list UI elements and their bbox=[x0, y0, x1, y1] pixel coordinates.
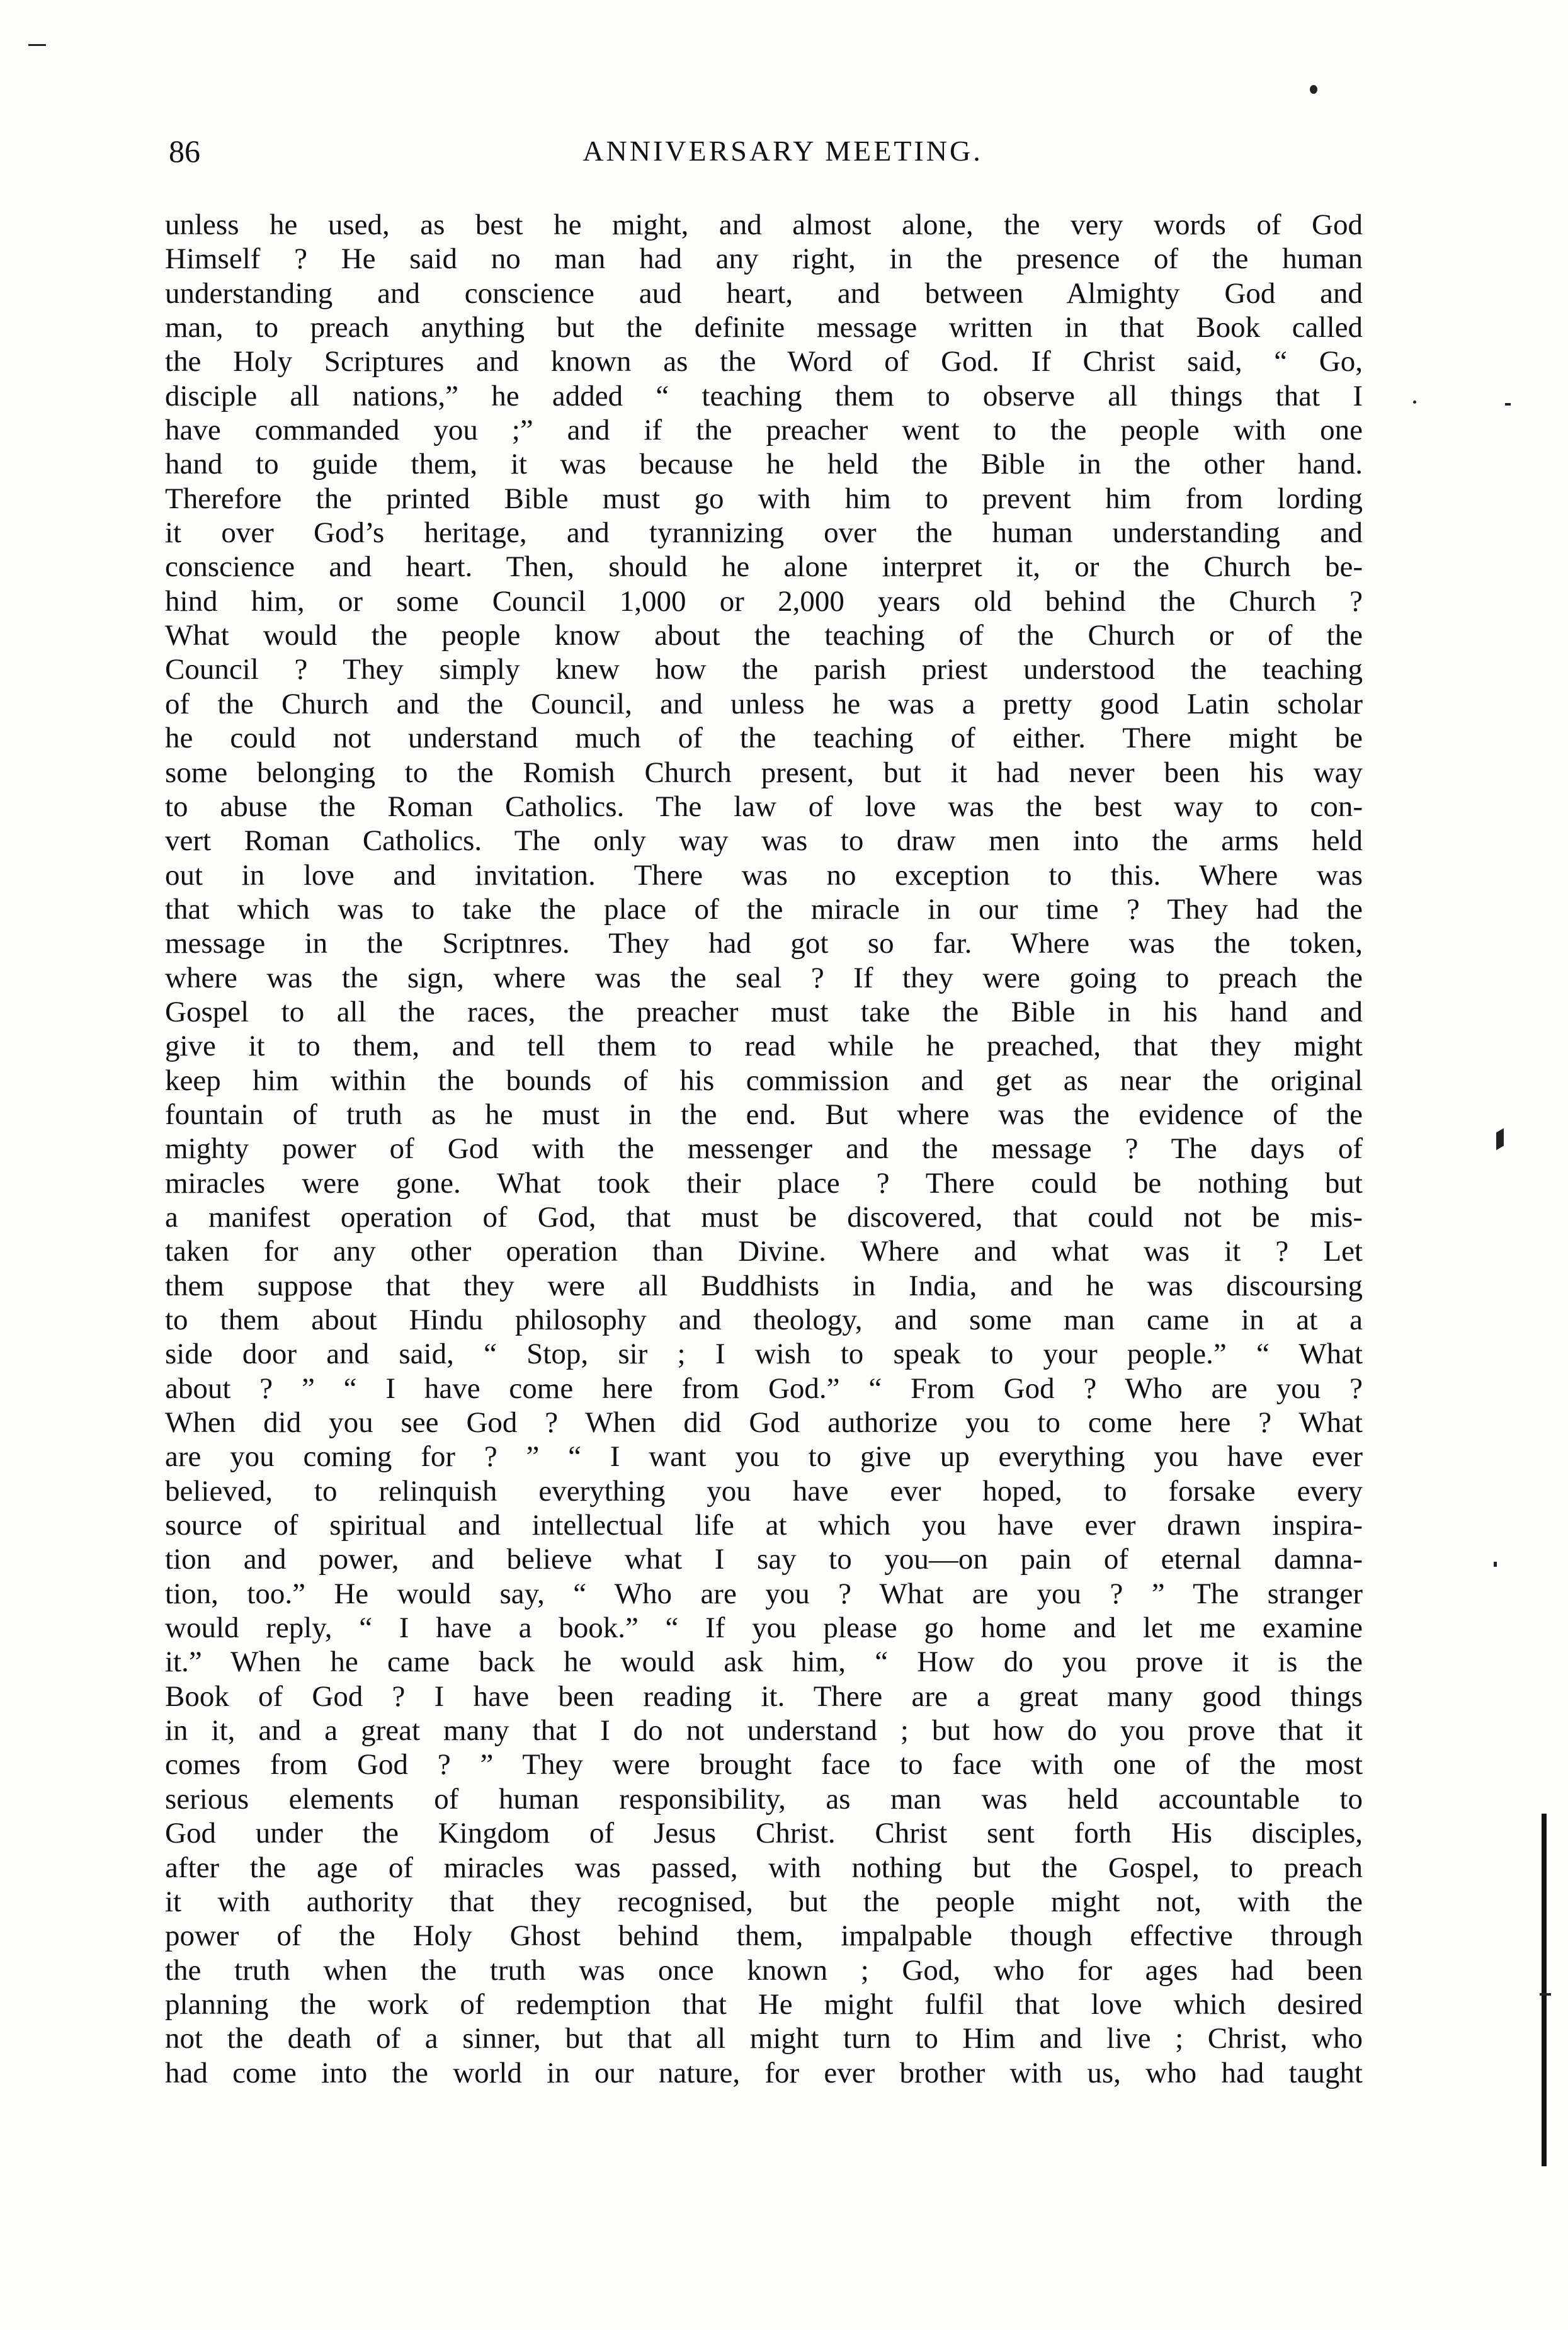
text-line: serious elements of human responsibility, as man was held accountable to bbox=[165, 1782, 1363, 1816]
text-line: understanding and conscience aud heart, and between Almighty God and bbox=[165, 276, 1363, 310]
text-line: it with authority that they recognised, but the people might not, with the bbox=[165, 1885, 1363, 1918]
text-line: Therefore the printed Bible must go with him to prevent him from lording bbox=[165, 482, 1363, 515]
body-text bbox=[165, 208, 1363, 2090]
scan-speck bbox=[1540, 1993, 1551, 1996]
text-line: fountain of truth as he must in the end. But where was the evidence of the bbox=[165, 1098, 1363, 1131]
text-line: miracles were gone. What took their place ? There could be nothing but bbox=[165, 1166, 1363, 1200]
running-title: ANNIVERSARY MEETING. bbox=[582, 135, 983, 167]
text-line: unless he used, as best he might, and almost alone, the very words of God bbox=[165, 208, 1363, 241]
scan-speck bbox=[1494, 1562, 1497, 1567]
margin-edge-bar bbox=[1542, 1814, 1547, 2166]
text-line: are you coming for ? ” “ I want you to give up everything you have ever bbox=[165, 1440, 1363, 1474]
text-line: to abuse the Roman Catholics. The law of love was the best way to con- bbox=[165, 790, 1363, 823]
text-line: give it to them, and tell them to read while he preached, that they might bbox=[165, 1030, 1363, 1063]
text-line: tion and power, and believe what I say to you—on pain of eternal damna- bbox=[165, 1543, 1363, 1576]
text-line: When did you see God ? When did God authorize you to come here ? What bbox=[165, 1406, 1363, 1440]
text-line: have commanded you ;” and if the preacher went to the people with one bbox=[165, 414, 1363, 447]
running-head bbox=[169, 129, 1397, 173]
text-line: not the death of a sinner, but that all might turn to Him and live ; Christ, who bbox=[165, 2022, 1363, 2055]
text-line: Book of God ? I have been reading it. There are a great many good things bbox=[165, 1679, 1363, 1713]
text-line: vert Roman Catholics. The only way was to draw men into the arms held bbox=[165, 824, 1363, 858]
text-line: after the age of miracles was passed, with nothing but the Gospel, to preach bbox=[165, 1851, 1363, 1884]
text-line: the truth when the truth was once known ; God, who for ages had been bbox=[165, 1953, 1363, 1987]
text-line: them suppose that they were all Buddhists in India, and he was discoursing bbox=[165, 1269, 1363, 1302]
text-line: in it, and a great many that I do not understand ; but how do you prove that it bbox=[165, 1714, 1363, 1748]
text-line: planning the work of redemption that He might fulfil that love which desired bbox=[165, 1987, 1363, 2021]
text-line: keep him within the bounds of his commission and get as near the original bbox=[165, 1064, 1363, 1097]
scan-speck bbox=[1310, 85, 1317, 94]
text-line: that which was to take the place of the miracle in our time ? They had the bbox=[165, 892, 1363, 926]
scan-speck bbox=[1505, 403, 1511, 406]
text-line: where was the sign, where was the seal ? If they were going to preach the bbox=[165, 961, 1363, 994]
text-line: would reply, “ I have a book.” “ If you please go home and let me examine bbox=[165, 1611, 1363, 1645]
text-line: of the Church and the Council, and unless he was a pretty good Latin scholar bbox=[165, 687, 1363, 720]
text-line: believed, to relinquish everything you have ever hoped, to forsake every bbox=[165, 1474, 1363, 1508]
text-line: it over God’s heritage, and tyrannizing over the human understanding and bbox=[165, 516, 1363, 550]
text-line: side door and said, “ Stop, sir ; I wish to speak to your people.” “ What bbox=[165, 1338, 1363, 1371]
text-line: disciple all nations,” he added “ teaching them to observe all things that I bbox=[165, 379, 1363, 412]
text-line: Gospel to all the races, the preacher must take the Bible in his hand and bbox=[165, 995, 1363, 1028]
text-line: power of the Holy Ghost behind them, impalpable though effective through bbox=[165, 1919, 1363, 1953]
text-line: What would the people know about the teaching of the Church or of the bbox=[165, 619, 1363, 652]
scan-speck bbox=[1496, 1128, 1504, 1151]
text-line: man, to preach anything but the definite message written in that Book called bbox=[165, 311, 1363, 344]
text-line: out in love and invitation. There was no exception to this. Where was bbox=[165, 858, 1363, 892]
text-line: God under the Kingdom of Jesus Christ. Christ sent forth His disciples, bbox=[165, 1817, 1363, 1850]
text-line: he could not understand much of the teaching of either. There might be bbox=[165, 722, 1363, 755]
text-line: mighty power of God with the messenger and the message ? The days of bbox=[165, 1132, 1363, 1166]
text-line: to them about Hindu philosophy and theology, and some man came in at a bbox=[165, 1304, 1363, 1336]
text-line: message in the Scriptnres. They had got so far. Where was the token, bbox=[165, 927, 1363, 960]
text-line: comes from God ? ” They were brought face to face with one of the most bbox=[165, 1748, 1363, 1782]
text-line: had come into the world in our nature, for ever brother with us, who had taught bbox=[165, 2056, 1363, 2089]
page-number: 86 bbox=[169, 134, 200, 169]
text-line: some belonging to the Romish Church present, but it had never been his way bbox=[165, 756, 1363, 789]
scan-speck bbox=[1413, 401, 1416, 404]
text-line: source of spiritual and intellectual life at which you have ever drawn inspira- bbox=[165, 1509, 1363, 1542]
text-line: hind him, or some Council 1,000 or 2,000 years old behind the Church ? bbox=[165, 584, 1363, 618]
text-line: conscience and heart. Then, should he alone interpret it, or the Church be- bbox=[165, 550, 1363, 584]
text-line: about ? ” “ I have come here from God.” “ From God ? Who are you ? bbox=[165, 1372, 1363, 1405]
text-line: tion, too.” He would say, “ Who are you ? What are you ? ” The stranger bbox=[165, 1577, 1363, 1610]
text-line: hand to guide them, it was because he held the Bible in the other hand. bbox=[165, 448, 1363, 481]
text-line: Council ? They simply knew how the parish priest understood the teaching bbox=[165, 653, 1363, 686]
scan-speck bbox=[28, 44, 46, 46]
text-line: the Holy Scriptures and known as the Word of God. If Christ said, “ Go, bbox=[165, 345, 1363, 378]
text-line: a manifest operation of God, that must be discovered, that could not be mis- bbox=[165, 1200, 1363, 1234]
text-line: it.” When he came back he would ask him, “ How do you prove it is the bbox=[165, 1645, 1363, 1679]
text-line: Himself ? He said no man had any right, in the presence of the human bbox=[165, 242, 1363, 276]
text-line: taken for any other operation than Divine. Where and what was it ? Let bbox=[165, 1235, 1363, 1268]
